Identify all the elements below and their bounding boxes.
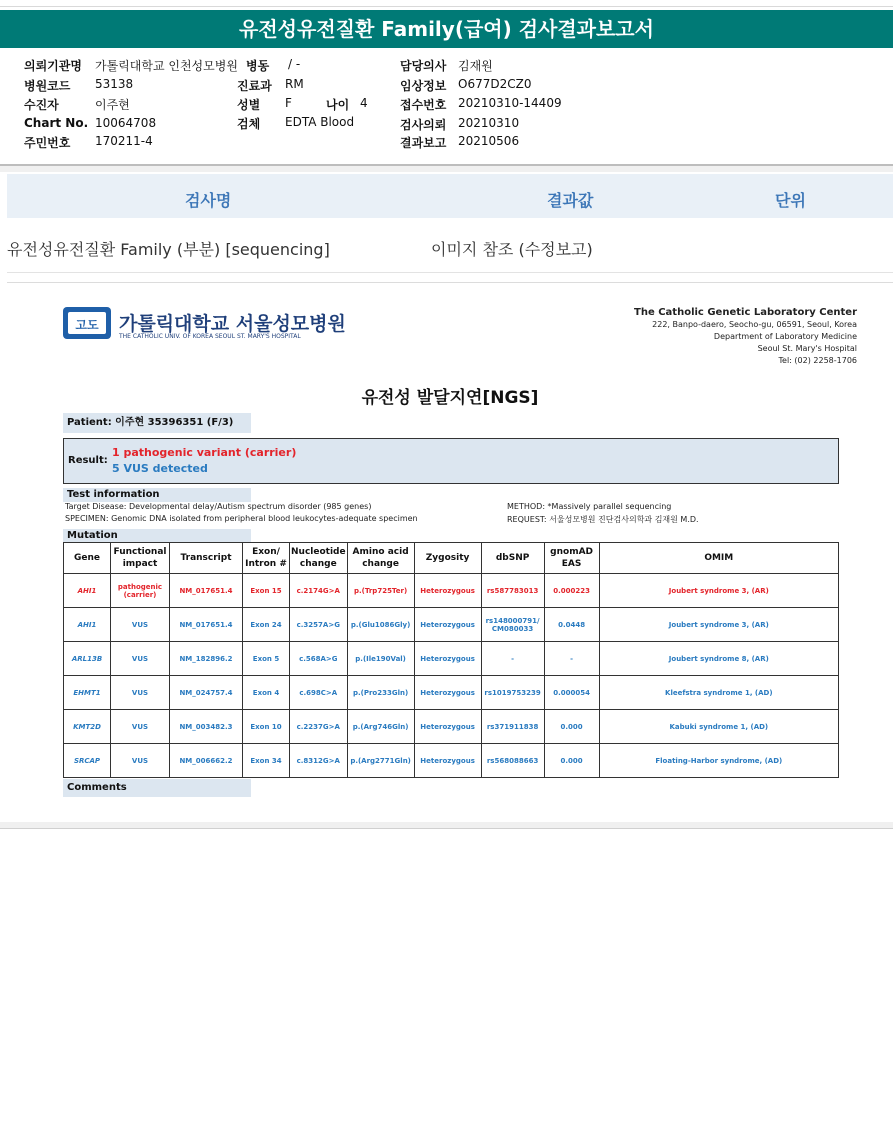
mutation-cell-gnomad: 0.000223 <box>544 574 599 608</box>
mutation-header-row <box>64 543 839 574</box>
mutation-row <box>64 710 839 744</box>
bottom-border <box>0 822 893 829</box>
mutation-cell-nucleotide: c.2237G>A <box>290 710 348 744</box>
header-unit: 단위 <box>775 191 806 210</box>
mutation-cell-zygosity: Heterozygous <box>414 642 481 676</box>
mutation-cell-gene: AHI1 <box>64 608 111 642</box>
info-value: O677D2CZ0 <box>458 77 532 91</box>
lab-line: Department of Laboratory Medicine <box>713 332 857 341</box>
info-value: 20210310 <box>458 116 520 130</box>
logo-text: 고도 <box>75 318 99 332</box>
info-label: 나이 <box>326 98 350 112</box>
test-info-heading: Test information <box>63 488 251 502</box>
separator <box>0 166 893 172</box>
mutation-cell-dbsnp: rs568088663 <box>481 744 544 778</box>
comments-heading: Comments <box>63 779 251 797</box>
info-label: 검체 <box>237 117 261 131</box>
mutation-cell-exon: Exon 15 <box>243 574 290 608</box>
mutation-cell-omim: Joubert syndrome 3, (AR) <box>599 574 838 608</box>
info-label: 수진자 <box>24 98 59 112</box>
info-label: 담당의사 <box>400 59 447 73</box>
lab-line: Seoul St. Mary's Hospital <box>757 344 857 353</box>
mutation-cell-gnomad: - <box>544 642 599 676</box>
col-amino: Amino acid change <box>347 543 414 574</box>
result-box <box>63 438 839 484</box>
mutation-cell-dbsnp: rs371911838 <box>481 710 544 744</box>
mutation-cell-amino: p.(Trp725Ter) <box>347 574 414 608</box>
info-label: 병동 <box>246 59 270 73</box>
mutation-cell-omim: Kleefstra syndrome 1, (AD) <box>599 676 838 710</box>
mutation-cell-transcript: NM_182896.2 <box>170 642 243 676</box>
hospital-subtitle: THE CATHOLIC UNIV. OF KOREA SEOUL ST. MARY'S HOSPITAL <box>119 333 301 340</box>
result-value: 이미지 참조 (수정보고) <box>431 240 593 259</box>
report-title: 유전성유전질환 Family(급여) 검사결과보고서 <box>0 10 893 48</box>
mutation-cell-impact: VUS <box>111 710 170 744</box>
request-info: REQUEST: 서울성모병원 진단검사의학과 김재원 M.D. <box>507 515 699 524</box>
result-table-header <box>7 174 893 218</box>
mutation-cell-impact: VUS <box>111 608 170 642</box>
result-label: Result: <box>68 455 108 466</box>
mutation-cell-exon: Exon 24 <box>243 608 290 642</box>
info-label: 검사의뢰 <box>400 118 447 132</box>
lab-name: The Catholic Genetic Laboratory Center <box>634 307 857 318</box>
header-test-name: 검사명 <box>185 191 232 210</box>
hospital-logo-icon <box>63 307 111 339</box>
mutation-cell-gnomad: 0.000054 <box>544 676 599 710</box>
mutation-table <box>63 542 839 778</box>
mutation-row <box>64 574 839 608</box>
mutation-cell-zygosity: Heterozygous <box>414 574 481 608</box>
mutation-cell-impact: VUS <box>111 676 170 710</box>
col-gnomad: gnomAD EAS <box>544 543 599 574</box>
mutation-cell-omim: Kabuki syndrome 1, (AD) <box>599 710 838 744</box>
mutation-cell-transcript: NM_003482.3 <box>170 710 243 744</box>
mutation-row <box>64 676 839 710</box>
mutation-cell-omim: Joubert syndrome 3, (AR) <box>599 608 838 642</box>
mutation-cell-amino: p.(Glu1086Gly) <box>347 608 414 642</box>
info-label: 진료과 <box>237 79 272 93</box>
col-transcript: Transcript <box>170 543 243 574</box>
mutation-cell-transcript: NM_017651.4 <box>170 608 243 642</box>
mutation-cell-impact: VUS <box>111 642 170 676</box>
info-value: 김재원 <box>458 59 493 73</box>
mutation-cell-zygosity: Heterozygous <box>414 710 481 744</box>
mutation-cell-impact: pathogenic (carrier) <box>111 574 170 608</box>
mutation-heading: Mutation <box>63 529 251 543</box>
info-label: 결과보고 <box>400 136 447 150</box>
mutation-cell-gene: ARL13B <box>64 642 111 676</box>
ngs-title: 유전성 발달지연[NGS] <box>361 388 539 408</box>
info-label: 성별 <box>237 98 261 112</box>
mutation-cell-gnomad: 0.000 <box>544 744 599 778</box>
mutation-cell-dbsnp: - <box>481 642 544 676</box>
info-value: EDTA Blood <box>285 115 355 129</box>
mutation-cell-nucleotide: c.568A>G <box>290 642 348 676</box>
col-impact: Functional impact <box>111 543 170 574</box>
mutation-cell-transcript: NM_006662.2 <box>170 744 243 778</box>
info-value: 가톨릭대학교 인천성모병원 <box>95 59 238 73</box>
info-label: 병원코드 <box>24 79 71 93</box>
mutation-row <box>64 608 839 642</box>
top-border <box>0 0 893 7</box>
mutation-cell-nucleotide: c.698C>A <box>290 676 348 710</box>
info-value: RM <box>285 77 304 91</box>
info-label: 의뢰기관명 <box>24 59 82 73</box>
info-label: 접수번호 <box>400 98 447 112</box>
info-value: 이주현 <box>95 98 130 112</box>
mutation-cell-exon: Exon 4 <box>243 676 290 710</box>
mutation-cell-transcript: NM_024757.4 <box>170 676 243 710</box>
target-disease: Target Disease: Developmental delay/Autism spectrum disorder (985 genes) <box>65 502 372 511</box>
mutation-cell-nucleotide: c.8312G>A <box>290 744 348 778</box>
info-value: 20210310-14409 <box>458 96 562 110</box>
col-zygosity: Zygosity <box>414 543 481 574</box>
header-result: 결과값 <box>547 191 594 210</box>
lab-line: 222, Banpo-daero, Seocho-gu, 06591, Seoul, Korea <box>652 320 857 329</box>
info-value: 20210506 <box>458 134 520 148</box>
result-row <box>7 220 893 273</box>
lab-address <box>634 307 857 367</box>
mutation-cell-zygosity: Heterozygous <box>414 676 481 710</box>
result-pathogenic: 1 pathogenic variant (carrier) <box>112 446 297 459</box>
col-nucleotide: Nucleotide change <box>290 543 348 574</box>
mutation-cell-amino: p.(Ile190Val) <box>347 642 414 676</box>
mutation-cell-omim: Floating-Harbor syndrome, (AD) <box>599 744 838 778</box>
col-gene: Gene <box>64 543 111 574</box>
mutation-cell-dbsnp: rs587783013 <box>481 574 544 608</box>
mutation-row <box>64 744 839 778</box>
info-value: F <box>285 96 292 110</box>
patient-line: Patient: 이주현 35396351 (F/3) <box>63 413 251 433</box>
info-value: 170211-4 <box>95 134 153 148</box>
mutation-cell-omim: Joubert syndrome 8, (AR) <box>599 642 838 676</box>
mutation-cell-exon: Exon 10 <box>243 710 290 744</box>
result-test-name: 유전성유전질환 Family (부분) [sequencing] <box>7 240 330 259</box>
mutation-cell-exon: Exon 34 <box>243 744 290 778</box>
result-vus: 5 VUS detected <box>112 462 208 475</box>
mutation-cell-zygosity: Heterozygous <box>414 744 481 778</box>
col-omim: OMIM <box>599 543 838 574</box>
method-info: METHOD: *Massively parallel sequencing <box>507 502 672 511</box>
report-image <box>7 282 893 823</box>
mutation-cell-transcript: NM_017651.4 <box>170 574 243 608</box>
mutation-cell-nucleotide: c.2174G>A <box>290 574 348 608</box>
mutation-cell-gnomad: 0.0448 <box>544 608 599 642</box>
info-value: 10064708 <box>95 116 157 130</box>
info-value: 4 <box>360 96 368 110</box>
hospital-name: 가톨릭대학교 서울성모병원 <box>119 313 346 335</box>
col-exon: Exon/ Intron # <box>243 543 290 574</box>
mutation-row <box>64 642 839 676</box>
mutation-cell-dbsnp: rs148000791/ CM080033 <box>481 608 544 642</box>
mutation-cell-gene: SRCAP <box>64 744 111 778</box>
mutation-cell-amino: p.(Arg2771Gln) <box>347 744 414 778</box>
mutation-cell-amino: p.(Arg746Gln) <box>347 710 414 744</box>
mutation-cell-zygosity: Heterozygous <box>414 608 481 642</box>
info-label: 주민번호 <box>24 136 71 150</box>
col-dbsnp: dbSNP <box>481 543 544 574</box>
mutation-cell-amino: p.(Pro233Gln) <box>347 676 414 710</box>
mutation-cell-impact: VUS <box>111 744 170 778</box>
mutation-cell-exon: Exon 5 <box>243 642 290 676</box>
mutation-cell-dbsnp: rs1019753239 <box>481 676 544 710</box>
lab-line: Tel: (02) 2258-1706 <box>778 356 857 365</box>
mutation-cell-gene: KMT2D <box>64 710 111 744</box>
info-label: Chart No. <box>24 116 89 130</box>
info-label: 임상정보 <box>400 79 447 93</box>
patient-info-panel <box>0 50 893 166</box>
mutation-cell-gnomad: 0.000 <box>544 710 599 744</box>
mutation-cell-gene: EHMT1 <box>64 676 111 710</box>
info-value: 53138 <box>95 77 134 91</box>
specimen-info: SPECIMEN: Genomic DNA isolated from peripheral blood leukocytes-adequate specimen <box>65 514 418 523</box>
info-value: / - <box>288 57 301 71</box>
mutation-cell-gene: AHI1 <box>64 574 111 608</box>
mutation-cell-nucleotide: c.3257A>G <box>290 608 348 642</box>
